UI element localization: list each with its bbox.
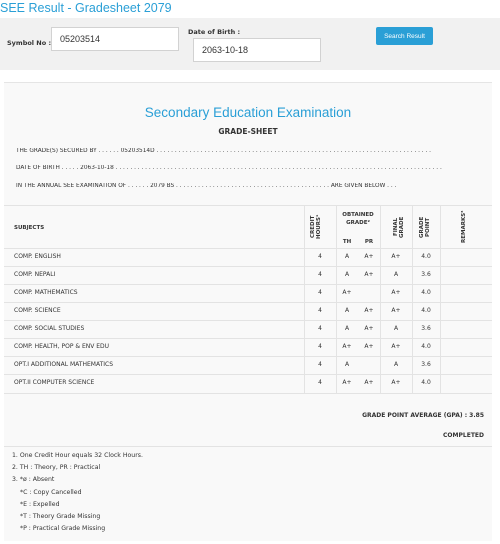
credit-header: CREDIT HOURS¹ — [310, 214, 322, 240]
dob-input[interactable]: 2063-10-18 — [193, 38, 321, 62]
final-cell: A — [393, 271, 399, 278]
row-divider — [4, 374, 492, 375]
th-cell: A — [344, 271, 350, 278]
search-result-button[interactable]: Search Result — [376, 27, 433, 45]
credit-cell: 4 — [318, 289, 322, 296]
subjects-header: SUBJECTS — [14, 225, 45, 231]
credit-cell: 4 — [318, 343, 322, 350]
th-cell: A — [344, 325, 350, 332]
subject-cell: COMP. MATHEMATICS — [14, 289, 78, 296]
note-item: 3. *ø : Absent — [12, 476, 55, 483]
subject-cell: COMP. HEALTH, POP & ENV EDU — [14, 343, 110, 350]
exam-line: IN THE ANNUAL SEE EXAMINATION OF . . . . . . 2079 BS . . . . . . . . . . . . . . . . . . . . . . . . . . . . . . . . . . . . . . . . . . ARE GIVEN BELOW . . . — [16, 183, 397, 189]
note-item: *T : Theory Grade Missing — [20, 513, 101, 520]
gpa-text: GRADE POINT AVERAGE (GPA) : 3.85 — [362, 412, 484, 419]
secured-by-line: THE GRADE(S) SECURED BY . . . . . . 05203514D . . . . . . . . . . . . . . . . . . . . . . . . . . . . . . . . . . . . . . . . . . . . . . . . . . . . . . . . . . . . . . . . . . . . . . . . . . . — [16, 148, 431, 154]
final-cell: A+ — [391, 253, 401, 260]
th-cell: A — [344, 253, 350, 260]
pr-cell: A+ — [364, 271, 374, 278]
status-text: COMPLETED — [443, 432, 484, 439]
th-cell: A — [344, 307, 350, 314]
th-cell: A+ — [342, 289, 352, 296]
symbol-label: Symbol No : — [7, 39, 52, 47]
point-cell: 3.6 — [421, 325, 431, 332]
credit-cell: 4 — [318, 271, 322, 278]
credit-cell: 4 — [318, 307, 322, 314]
sheet-subtitle: GRADE-SHEET — [218, 127, 278, 136]
note-item: 1. One Credit Hour equals 32 Clock Hours. — [12, 452, 143, 459]
note-item: *E : Expelled — [20, 501, 60, 508]
obtained-header: OBTAINED GRADE² — [342, 212, 374, 226]
point-cell: 4.0 — [421, 379, 431, 386]
point-cell: 4.0 — [421, 307, 431, 314]
row-divider — [4, 266, 492, 267]
pr-cell: A+ — [364, 379, 374, 386]
row-divider — [4, 356, 492, 357]
credit-cell: 4 — [318, 325, 322, 332]
final-cell: A — [393, 361, 399, 368]
final-cell: A — [393, 325, 399, 332]
exam-title: Secondary Education Examination — [144, 105, 352, 120]
final-cell: A+ — [391, 343, 401, 350]
row-divider — [4, 284, 492, 285]
subject-cell: COMP. SCIENCE — [14, 307, 61, 314]
credit-cell: 4 — [318, 253, 322, 260]
credit-cell: 4 — [318, 361, 322, 368]
final-cell: A+ — [391, 289, 401, 296]
th-header: TH — [342, 239, 352, 245]
row-divider — [4, 248, 492, 249]
row-divider — [4, 338, 492, 339]
remarks-header: REMARKS³ — [461, 210, 467, 244]
subject-cell: COMP. NEPALI — [14, 271, 56, 278]
th-cell: A+ — [342, 343, 352, 350]
dob-line: DATE OF BIRTH . . . . . 2063-10-18 . . . . . . . . . . . . . . . . . . . . . . . . . . . . . . . . . . . . . . . . . . . . . . . . . . . . . . . . . . . . . . . . . . . . . . . . . . . . . . . . . . . . . . . . . — [16, 165, 442, 171]
pr-header: PR — [364, 239, 374, 245]
pr-cell: A+ — [364, 307, 374, 314]
subject-cell: COMP. SOCIAL STUDIES — [14, 325, 85, 332]
final-cell: A+ — [391, 307, 401, 314]
pr-cell: A+ — [364, 343, 374, 350]
note-item: *C : Copy Cancelled — [20, 489, 82, 496]
point-cell: 4.0 — [421, 343, 431, 350]
th-cell: A — [344, 361, 350, 368]
col-divider — [440, 205, 441, 393]
subject-cell: OPT.I ADDITIONAL MATHEMATICS — [14, 361, 114, 368]
subject-cell: OPT.II COMPUTER SCIENCE — [14, 379, 95, 386]
symbol-input[interactable]: 05203514 — [51, 27, 179, 51]
grade-point-header: GRADE POINT — [419, 216, 431, 238]
point-cell: 3.6 — [421, 271, 431, 278]
notes-divider — [4, 446, 492, 447]
row-divider — [4, 320, 492, 321]
pr-cell: A+ — [364, 325, 374, 332]
final-cell: A+ — [391, 379, 401, 386]
point-cell: 3.6 — [421, 361, 431, 368]
dob-label: Date of Birth : — [188, 28, 241, 36]
note-item: 2. TH : Theory, PR : Practical — [12, 464, 101, 471]
grade-sheet — [4, 82, 492, 541]
th-cell: A+ — [342, 379, 352, 386]
row-divider — [4, 302, 492, 303]
credit-cell: 4 — [318, 379, 322, 386]
subject-cell: COMP. ENGLISH — [14, 253, 61, 260]
pr-cell: A+ — [364, 253, 374, 260]
point-cell: 4.0 — [421, 253, 431, 260]
table-top-border — [4, 205, 492, 206]
table-bottom-border — [4, 393, 492, 394]
note-item: *P : Practical Grade Missing — [20, 525, 106, 532]
point-cell: 4.0 — [421, 289, 431, 296]
page-title: SEE Result - Gradesheet 2079 — [0, 1, 172, 15]
final-grade-header: FINAL GRADE — [393, 216, 405, 238]
